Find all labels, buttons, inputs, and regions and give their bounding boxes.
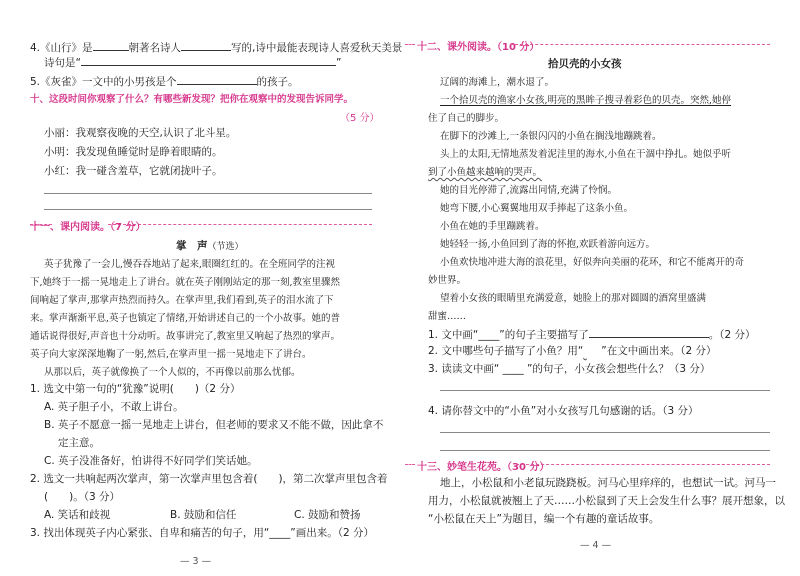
writing-prompt-line: 用力，小松鼠就被翘上了天……小松鼠到了天上会发生什么事？展开想象，以 [428, 495, 785, 507]
article-line: 在脚下的沙滩上,一条银闪闪的小鱼在搁浅地蹦跳着。 [440, 131, 662, 142]
article-line: 小鱼欢快地冲进大海的浪花里，好似奔向美丽的花环，和它不能离开的奇 [440, 257, 745, 268]
article-line: 英子向大家深深地鞠了一躬,然后,在掌声里一摇一晃地走下了讲台。 [30, 349, 312, 360]
answer-blank[interactable] [181, 39, 231, 51]
option-c: C. 英子没准备好，怕讲得不好同学们笑话她。 [44, 455, 258, 467]
answer-line[interactable] [440, 450, 770, 451]
question-5: 5.《灰雀》一文中的小男孩是个 的孩子。 [30, 73, 299, 89]
observation-xiaoming: 小明：我发现鱼睡觉时是睁着眼睛的。 [44, 146, 223, 158]
writing-prompt-line: 地上，小松鼠和小老鼠玩跷跷板。河马心里痒痒的，也想试一试。河马一 [440, 477, 776, 489]
section-10-score: （5 分） [340, 113, 380, 124]
section-13-title: 十三、妙笔生花苑。（30 分） [417, 462, 550, 473]
question-2: 2. 选文一共响起两次掌声，第一次掌声里包含着( )，第二次掌声里包含着 [30, 473, 388, 485]
article-line: 她的目光停滞了,流露出同情,充满了怜悯。 [440, 185, 618, 196]
question-4: 4.《山行》是 朝著名诗人 写的,诗中最能表现诗人喜爱秋天美景 [30, 39, 402, 55]
observation-xiaohong: 小红：我一碰含羞草，它就闭拢叶子。 [44, 165, 223, 177]
article-line: 她轻轻一扬,小鱼回到了海的怀抱,欢跃着游向远方。 [440, 239, 656, 250]
article-line: 妙世界。 [428, 275, 467, 286]
article-line: 英子犹豫了一会儿,慢吞吞地站了起来,眼圈红红的。在全班同学的注视 [44, 259, 336, 270]
page-number: — 3 — [180, 556, 212, 567]
option-b: B. 鼓励和信任 [170, 509, 237, 521]
answer-line[interactable] [440, 432, 770, 433]
article-line: 下,她终于一摇一晃地走上了讲台。就在英子刚刚站定的那一刻,教室里骤然 [30, 277, 341, 288]
article-line: 望着小女孩的眼睛里充满爱意，她脸上的那对圆圆的酒窝里盛满 [440, 293, 707, 304]
section-divider [405, 464, 415, 465]
section-10-title: 十、这段时间你观察了什么？有哪些新发现？把你在观察中的发现告诉同学。 [30, 94, 354, 105]
article-title: 掌 声（节选） [176, 240, 244, 252]
article-line: 从那以后，英子就像换了一个人似的，不再像以前那么忧郁。 [44, 367, 301, 378]
right-page [400, 0, 800, 576]
answer-blank[interactable] [177, 73, 257, 85]
article-line: 她弯下腰,小心翼翼地用双手捧起了这条小鱼。 [440, 203, 634, 214]
answer-line[interactable] [440, 390, 770, 391]
observation-xiaoli: 小丽：我观察夜晚的天空,认识了北斗星。 [44, 127, 237, 139]
question-2-cont: ( )。（3 分） [44, 491, 120, 503]
option-b: B. 英子不愿意一摇一晃地走上讲台，但老师的要求又不能不做，因此拿不 [44, 419, 384, 431]
article-line: 辽阔的海滩上，潮水退了。 [440, 77, 555, 88]
section-12-title: 十二、课外阅读。（10 分） [417, 42, 540, 53]
article-line: 一个拾贝壳的渔家小女孩,明亮的黑眸子搜寻着彩色的贝壳。突然,她停 [440, 95, 732, 106]
answer-blank[interactable] [589, 326, 709, 338]
answer-blank[interactable] [93, 39, 129, 51]
wavy-mark [583, 344, 601, 358]
section-divider [405, 44, 415, 45]
article-line: 来。掌声渐渐平息,英子也镇定了情绪,开始讲述自己的一个小故事。她的普 [30, 313, 341, 324]
question-3: 3. 读读文中画“ ____ ”的句子，小女孩会想些什么？（3 分） [428, 363, 711, 375]
writing-prompt-line: “小松鼠在天上”为题目，编一个有趣的童话故事。 [428, 513, 660, 525]
option-a: A. 笑话和歧视 [44, 509, 111, 521]
article-line: 通话说得很好,声音也十分动听。故事讲完了,教室里又响起了热烈的掌声。 [30, 331, 341, 342]
section-divider [108, 224, 372, 225]
option-a: A. 英子胆子小，不敢上讲台。 [44, 401, 184, 413]
article-line: 住了自己的脚步。 [428, 113, 505, 124]
answer-line[interactable] [44, 209, 372, 210]
article-line: 甜蜜…… [428, 311, 467, 322]
question-2: 2. 文中哪些句子描写了小鱼？用“ ”在文中画出来。（2 分） [428, 345, 717, 357]
article-line: 头上的太阳,无情地蒸发着泥洼里的海水,小鱼在干涸中挣扎。她似乎听 [440, 149, 732, 160]
article-line: 间响起了掌声,那掌声热烈而持久。在掌声里,我们看到,英子的泪水流了下 [30, 295, 334, 306]
option-c: C. 鼓励和赞扬 [294, 509, 361, 521]
question-4: 4. 请你替文中的“小鱼”对小女孩写几句感谢的话。（3 分） [428, 405, 699, 417]
question-1: 1. 选文中第一句的“犹豫”说明( )（2 分） [30, 383, 241, 395]
question-1: 1. 文中画“____”的句子主要描写了 。（2 分） [428, 326, 756, 342]
page-number: — 4 — [580, 540, 612, 551]
article-line: 到了小鱼越来越响的哭声。 [428, 167, 543, 178]
option-b-cont: 定主意。 [58, 437, 100, 449]
article-line: 小鱼在她的手里蹦跳着。 [440, 221, 545, 232]
section-11-title: 十一、课内阅读。（7 分） [30, 222, 146, 233]
question-4-line2: 诗句是“ ” [44, 54, 341, 70]
article-title: 拾贝壳的小女孩 [548, 58, 622, 70]
answer-blank[interactable] [81, 54, 336, 66]
answer-line[interactable] [44, 193, 372, 194]
section-divider [510, 44, 770, 45]
section-divider [516, 464, 770, 465]
question-3: 3. 找出体现英子内心紧张、自卑和痛苦的句子，用“____”画出来。（2 分） [30, 527, 375, 539]
